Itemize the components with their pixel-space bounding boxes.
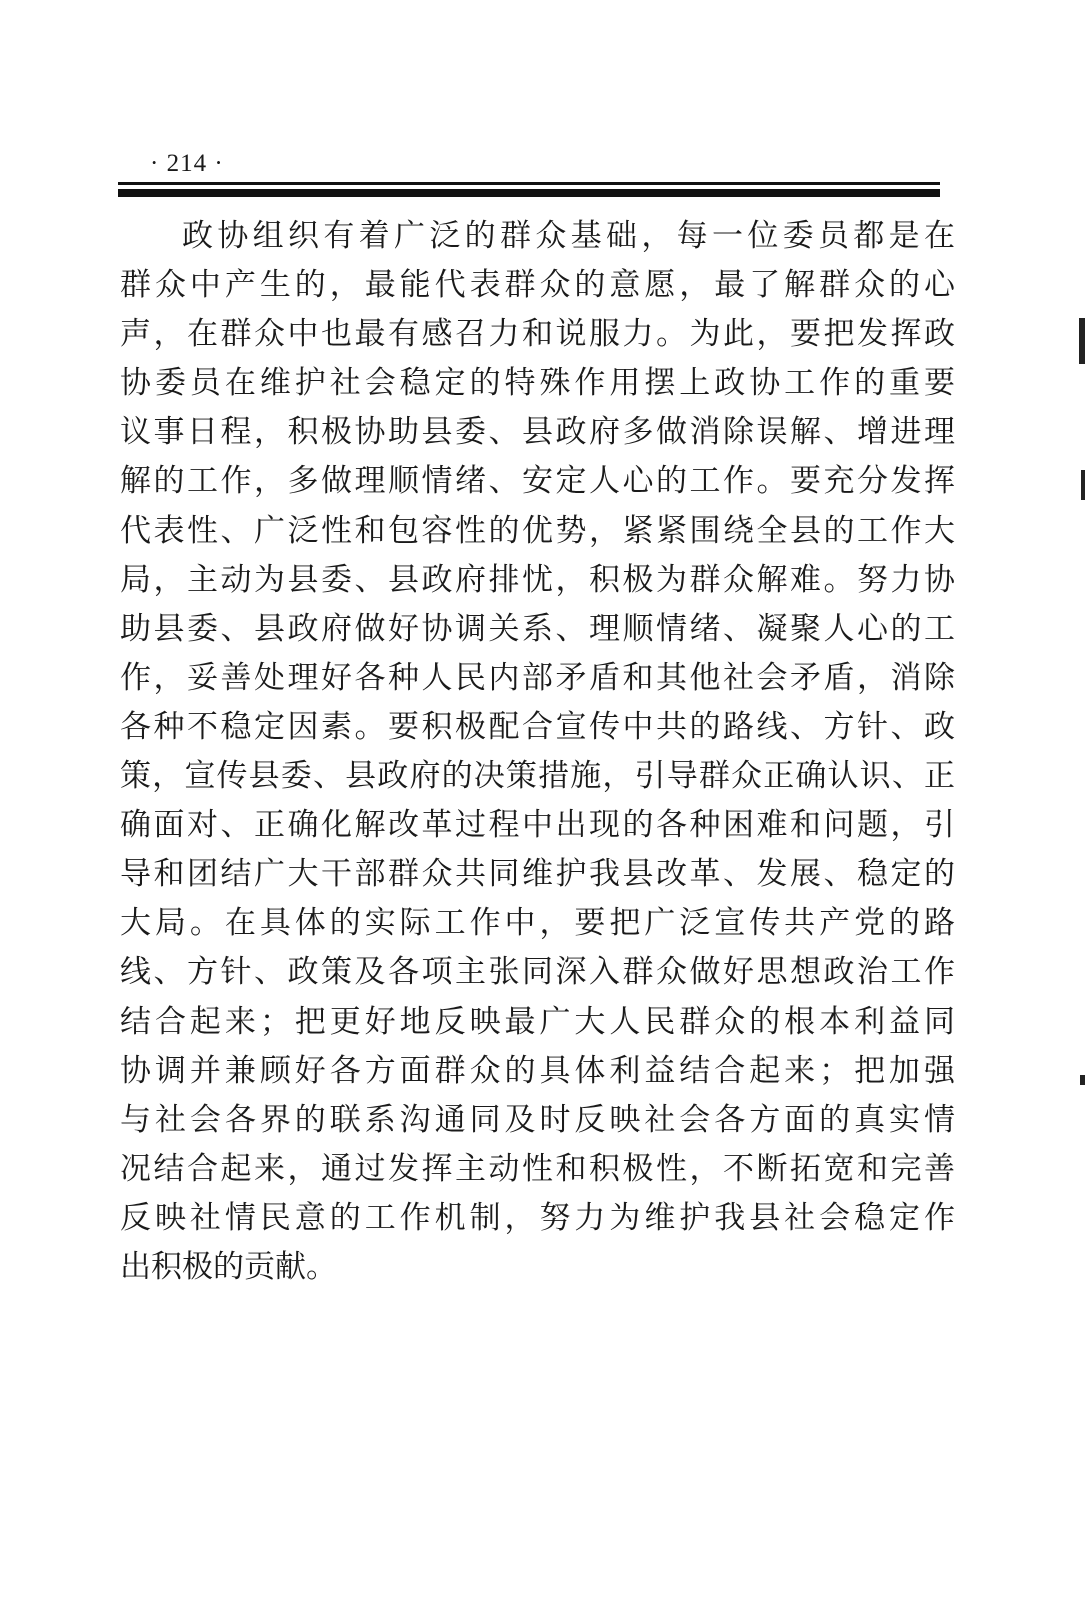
text-line: 代表性、广泛性和包容性的优势，紧紧围绕全县的工作大 [120, 512, 955, 549]
text-line: 出积极的贡献。 [120, 1248, 337, 1285]
page-number: · 214 · [150, 150, 224, 177]
header-rule-thin [118, 182, 940, 185]
text-line: 反映社情民意的工作机制，努力为维护我县社会稳定作 [120, 1199, 955, 1236]
text-line: 议事日程，积极协助县委、县政府多做消除误解、增进理 [120, 414, 955, 451]
text-line: 线、方针、政策及各项主张同深入群众做好思想政治工作 [120, 954, 955, 991]
body-paragraph [120, 212, 955, 1292]
text-line: 解的工作，多做理顺情绪、安定人心的工作。要充分发挥 [120, 463, 955, 500]
text-line: 与社会各界的联系沟通同及时反映社会各方面的真实情 [120, 1101, 955, 1138]
text-line: 况结合起来，通过发挥主动性和积极性，不断拓宽和完善 [120, 1150, 955, 1187]
text-line: 助县委、县政府做好协调关系、理顺情绪、凝聚人心的工 [120, 610, 955, 647]
text-line: 策，宣传县委、县政府的决策措施，引导群众正确认识、正 [120, 758, 955, 795]
scan-edge-mark [1080, 1075, 1085, 1085]
text-line: 导和团结广大干部群众共同维护我县改革、发展、稳定的 [120, 856, 955, 893]
text-line: 协调并兼顾好各方面群众的具体利益结合起来；把加强 [120, 1052, 955, 1089]
scan-edge-mark [1081, 470, 1085, 500]
text-line: 声，在群众中也最有感召力和说服力。为此，要把发挥政 [120, 316, 955, 353]
scan-edge-mark [1079, 318, 1085, 364]
text-line: 群众中产生的，最能代表群众的意愿，最了解群众的心 [120, 267, 955, 304]
text-line: 协委员在维护社会稳定的特殊作用摆上政协工作的重要 [120, 365, 955, 402]
text-line: 作，妥善处理好各种人民内部矛盾和其他社会矛盾，消除 [120, 659, 955, 696]
text-line: 政协组织有着广泛的群众基础，每一位委员都是在 [182, 218, 955, 254]
text-line: 大局。在具体的实际工作中，要把广泛宣传共产党的路 [120, 905, 955, 942]
text-line: 各种不稳定因素。要积极配合宣传中共的路线、方针、政 [120, 708, 955, 745]
text-line: 结合起来；把更好地反映最广大人民群众的根本利益同 [120, 1003, 955, 1040]
text-line: 局，主动为县委、县政府排忧，积极为群众解难。努力协 [120, 561, 955, 598]
text-line: 确面对、正确化解改革过程中出现的各种困难和问题，引 [120, 807, 955, 844]
header-rule-thick [118, 189, 940, 197]
